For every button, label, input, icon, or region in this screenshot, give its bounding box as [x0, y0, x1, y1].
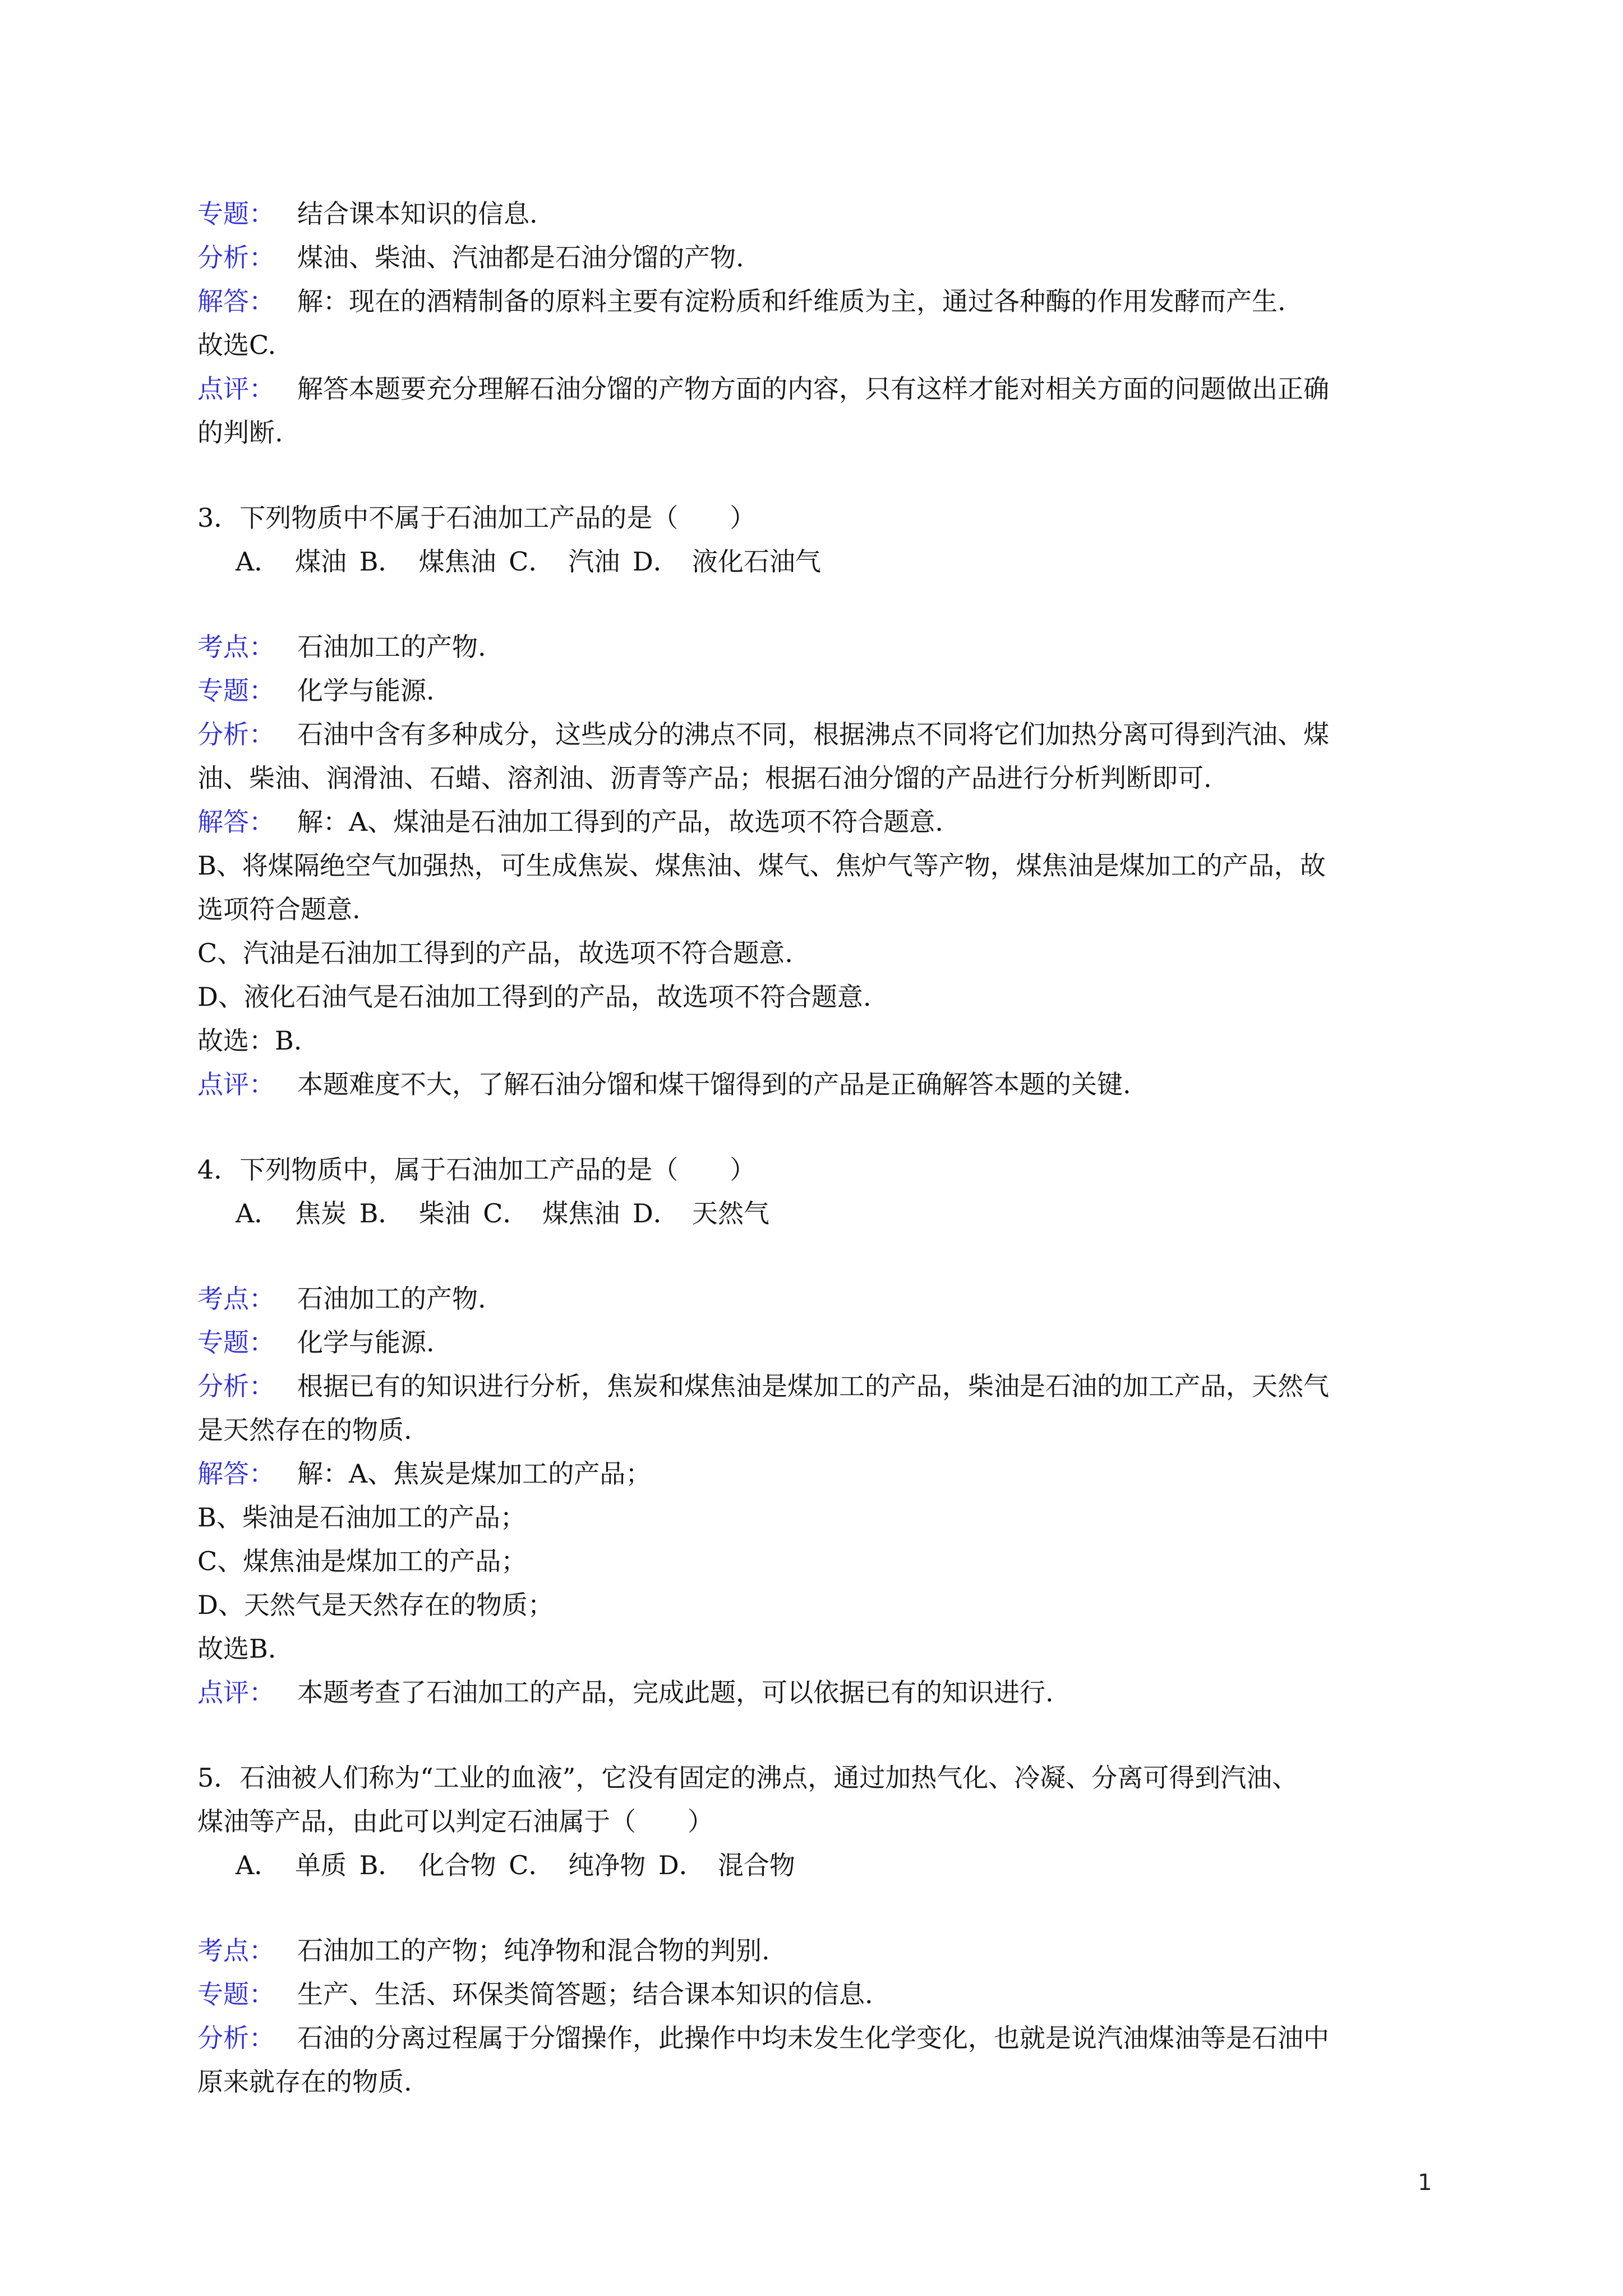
q4-answer-d-line [197, 1583, 554, 1627]
label-analysis: 分析： [197, 242, 275, 273]
line-text: 解答本题要充分理解石油分馏的产物方面的内容，只有这样才能对相关方面的问题做出正确 [297, 374, 1329, 404]
q3-choice-line [197, 1019, 302, 1062]
line-text: 解：A、煤油是石油加工得到的产品，故选项不符合题意. [297, 807, 943, 837]
option-letter: B． [359, 546, 404, 577]
option-letter: D． [632, 1198, 679, 1228]
q3-options [236, 540, 826, 583]
option-a [236, 1191, 351, 1235]
q3-stem [197, 496, 755, 540]
option-text: 煤焦油 [542, 1198, 620, 1228]
option-letter: D． [632, 546, 679, 577]
q3-answer-b-cont-line [197, 887, 361, 931]
option-letter: C． [509, 1850, 555, 1880]
option-c [509, 1843, 650, 1887]
question-stem: 3．下列物质中不属于石油加工产品的是（ ） [197, 503, 756, 533]
label-analysis: 分析： [197, 719, 275, 749]
option-letter: A． [236, 1850, 280, 1880]
q4-analysis-line [197, 1364, 1329, 1408]
q5-point-line [197, 1929, 770, 1972]
line-text: 化学与能源. [297, 1327, 435, 1358]
option-text: 焦炭 [295, 1198, 347, 1228]
label-comment: 点评： [197, 1069, 275, 1099]
option-text: 煤油 [295, 546, 347, 577]
q2-comment-line [197, 367, 1329, 411]
line-text: B、柴油是石油加工的产品； [197, 1502, 526, 1533]
line-text: 生产、生活、环保类简答题；结合课本知识的信息. [297, 1979, 873, 2009]
q3-analysis-line [197, 712, 1329, 756]
line-text: C、汽油是石油加工得到的产品，故选项不符合题意. [197, 938, 793, 968]
option-c [509, 540, 624, 583]
line-text: 煤油、柴油、汽油都是石油分馏的产物. [297, 242, 744, 273]
option-letter: A． [236, 546, 280, 577]
q4-comment-line [197, 1671, 1054, 1714]
q5-options [236, 1843, 800, 1887]
line-text: B、将煤隔绝空气加强热，可生成焦炭、煤焦油、煤气、焦炉气等产物，煤焦油是煤加工的产品，故 [197, 850, 1326, 881]
option-b [359, 1843, 501, 1887]
q5-stem-line-1 [197, 1756, 1298, 1800]
option-c [483, 1191, 624, 1235]
q3-analysis-cont-line [197, 756, 1212, 800]
q2-comment-cont-line [197, 411, 283, 454]
option-d [633, 540, 826, 583]
q4-answer-c-line [197, 1539, 527, 1583]
label-topic: 专题： [197, 199, 275, 229]
label-point: 考点： [197, 1935, 275, 1966]
q3-answer-line [197, 800, 943, 844]
option-letter: D． [658, 1850, 705, 1880]
line-text: D、天然气是天然存在的物质； [197, 1590, 554, 1620]
option-a [236, 1843, 351, 1887]
line-text: 本题考查了石油加工的产品，完成此题，可以依据已有的知识进行. [297, 1677, 1054, 1708]
line-text: 化学与能源. [297, 675, 435, 706]
label-point: 考点： [197, 632, 275, 662]
q2-analysis-line [197, 236, 744, 279]
label-answer: 解答： [197, 1458, 275, 1489]
question-stem: 5．石油被人们称为“工业的血液”，它没有固定的沸点，通过加热气化、冷凝、分离可得到汽油、 [197, 1763, 1298, 1793]
q3-topic-line [197, 669, 435, 712]
question-stem: 煤油等产品，由此可以判定石油属于（ ） [197, 1806, 713, 1837]
q5-analysis-line [197, 2016, 1329, 2060]
q5-stem-line-2 [197, 1800, 713, 1843]
label-answer: 解答： [197, 286, 275, 316]
option-text: 液化石油气 [691, 546, 821, 577]
q2-topic-line [197, 192, 538, 236]
q2-answer-line [197, 279, 1286, 323]
q4-analysis-cont-line [197, 1408, 412, 1452]
line-text: 石油加工的产物. [297, 1283, 486, 1314]
line-text: 结合课本知识的信息. [297, 199, 538, 229]
label-point: 考点： [197, 1283, 275, 1314]
label-topic: 专题： [197, 1979, 275, 2009]
label-analysis: 分析： [197, 1371, 275, 1401]
q3-point-line [197, 625, 486, 669]
q3-comment-line [197, 1062, 1131, 1106]
option-text: 化合物 [418, 1850, 496, 1880]
line-text: 选项符合题意. [197, 894, 361, 924]
line-text: 原来就存在的物质. [197, 2067, 412, 2097]
line-text: 故选C. [197, 330, 276, 360]
option-b [359, 540, 501, 583]
line-text: 故选B. [197, 1634, 276, 1664]
q4-point-line [197, 1277, 486, 1320]
line-text: 解：A、焦炭是煤加工的产品； [297, 1458, 652, 1489]
page-number: 1 [1418, 2170, 1432, 2196]
option-d [633, 1191, 774, 1235]
line-text: 石油中含有多种成分，这些成分的沸点不同，根据沸点不同将它们加热分离可得到汽油、煤 [297, 719, 1329, 749]
label-answer: 解答： [197, 807, 275, 837]
line-text: 石油的分离过程属于分馏操作，此操作中均未发生化学变化，也就是说汽油煤油等是石油中 [297, 2023, 1329, 2053]
line-text: C、煤焦油是煤加工的产品； [197, 1546, 527, 1576]
q4-stem [197, 1148, 755, 1191]
option-text: 汽油 [568, 546, 620, 577]
line-text: 油、柴油、润滑油、石蜡、溶剂油、沥青等产品；根据石油分馏的产品进行分析判断即可. [197, 763, 1212, 793]
line-text: 石油加工的产物. [297, 632, 486, 662]
q4-answer-line [197, 1452, 651, 1496]
option-letter: A． [236, 1198, 280, 1228]
option-letter: B． [359, 1198, 404, 1228]
option-text: 天然气 [691, 1198, 769, 1228]
q4-topic-line [197, 1320, 435, 1364]
option-letter: C． [509, 546, 555, 577]
q3-answer-d-line [197, 975, 872, 1019]
option-text: 单质 [295, 1850, 347, 1880]
option-letter: C． [483, 1198, 529, 1228]
option-d [658, 1843, 800, 1887]
line-text: 石油加工的产物；纯净物和混合物的判别. [297, 1935, 770, 1966]
line-text: 的判断. [197, 417, 283, 448]
q4-options [236, 1191, 774, 1235]
q2-choice-line [197, 323, 276, 367]
line-text: 是天然存在的物质. [197, 1415, 412, 1445]
label-topic: 专题： [197, 1327, 275, 1358]
q3-answer-b-line [197, 844, 1326, 887]
label-comment: 点评： [197, 1677, 275, 1708]
option-b [359, 1191, 475, 1235]
question-stem: 4．下列物质中，属于石油加工产品的是（ ） [197, 1154, 756, 1185]
q4-choice-line [197, 1627, 276, 1671]
label-topic: 专题： [197, 675, 275, 706]
label-analysis: 分析： [197, 2023, 275, 2053]
line-text: 解：现在的酒精制备的原料主要有淀粉质和纤维质为主，通过各种酶的作用发酵而产生. [297, 286, 1286, 316]
q3-answer-c-line [197, 931, 793, 975]
line-text: 本题难度不大，了解石油分馏和煤干馏得到的产品是正确解答本题的关键. [297, 1069, 1131, 1099]
option-text: 柴油 [418, 1198, 471, 1228]
option-text: 纯净物 [568, 1850, 646, 1880]
option-a [236, 540, 351, 583]
line-text: 根据已有的知识进行分析，焦炭和煤焦油是煤加工的产品，柴油是石油的加工产品，天然气 [297, 1371, 1329, 1401]
q5-topic-line [197, 1972, 873, 2016]
option-letter: B． [359, 1850, 404, 1880]
option-text: 混合物 [717, 1850, 795, 1880]
q5-analysis-cont-line [197, 2060, 412, 2104]
line-text: 故选：B. [197, 1025, 302, 1056]
line-text: D、液化石油气是石油加工得到的产品，故选项不符合题意. [197, 982, 872, 1012]
option-text: 煤焦油 [418, 546, 496, 577]
label-comment: 点评： [197, 374, 275, 404]
q4-answer-b-line [197, 1496, 526, 1539]
